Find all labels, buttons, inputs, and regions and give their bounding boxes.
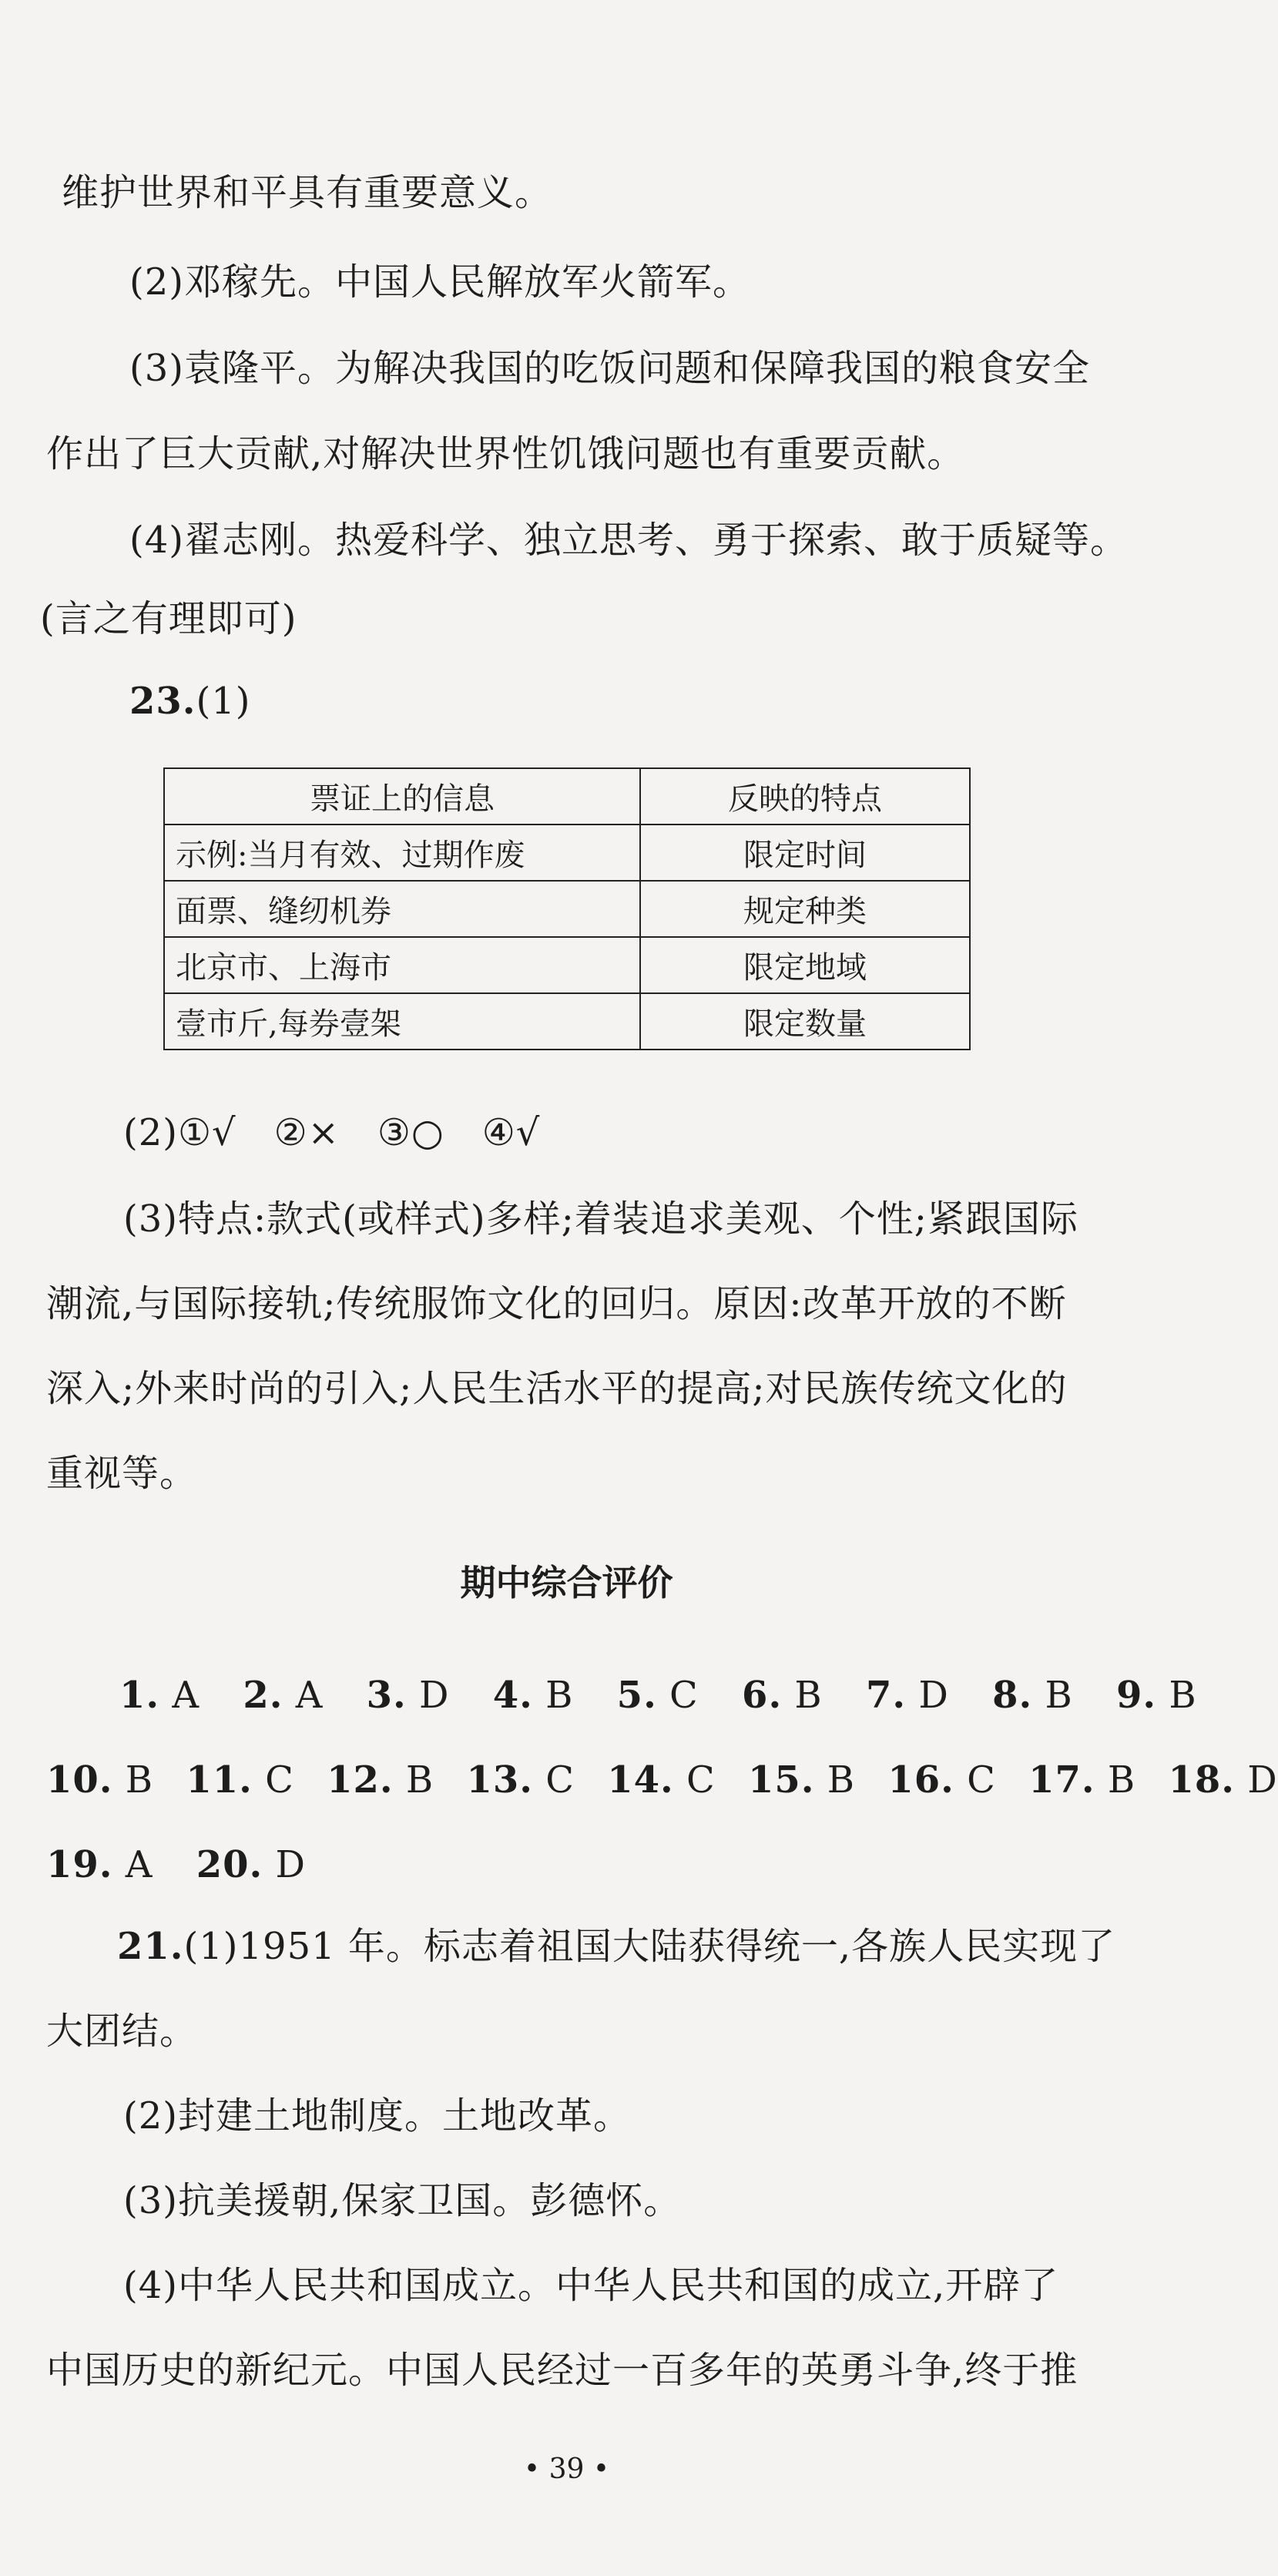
answer-item: 3. D xyxy=(366,1674,450,1717)
answer-item: 6. B xyxy=(742,1674,823,1717)
question-21-line xyxy=(117,1923,1115,1970)
table-header: 票证上的信息 xyxy=(164,768,640,825)
table-cell: 限定数量 xyxy=(640,993,970,1050)
answer-item: 18. D xyxy=(1168,1758,1278,1802)
answer-item: 7. D xyxy=(865,1674,949,1717)
text-line: (3)特点:款式(或样式)多样;着装追求美观、个性;紧跟国际 xyxy=(123,1197,1078,1241)
table-cell: 壹市斤,每券壹架 xyxy=(164,993,640,1050)
answer-item: 1. A xyxy=(119,1674,200,1717)
text-line: (3)抗美援朝,保家卫国。彭德怀。 xyxy=(123,2179,682,2222)
answer-item: 4. B xyxy=(492,1674,574,1717)
text-line: 深入;外来时尚的引入;人民生活水平的提高;对民族传统文化的 xyxy=(46,1367,1068,1410)
answer-item: 9. B xyxy=(1116,1674,1197,1717)
question-part: (1) xyxy=(196,680,251,723)
text-line: (4)中华人民共和国成立。中华人民共和国的成立,开辟了 xyxy=(123,2264,1059,2307)
answer-row xyxy=(46,1757,1278,1803)
table-cell: 规定种类 xyxy=(640,881,970,937)
text-line: 维护世界和平具有重要意义。 xyxy=(62,171,553,214)
table-cell: 限定地域 xyxy=(640,937,970,993)
text-line: 潮流,与国际接轨;传统服饰文化的回归。原因:改革开放的不断 xyxy=(46,1282,1067,1325)
table-header: 反映的特点 xyxy=(640,768,970,825)
page-number: • 39 • xyxy=(523,2453,610,2485)
answer-item: 2. A xyxy=(243,1674,324,1717)
text-line: 作出了巨大贡献,对解决世界性饥饿问题也有重要贡献。 xyxy=(46,432,965,475)
answer-item: 5. C xyxy=(616,1674,699,1717)
answer-item: 10. B xyxy=(46,1758,154,1802)
text-line: (4)翟志刚。热爱科学、独立思考、勇于探索、敢于质疑等。 xyxy=(129,519,1128,562)
text-line: 中国历史的新纪元。中国人民经过一百多年的英勇斗争,终于推 xyxy=(46,2349,1078,2392)
text-line: 重视等。 xyxy=(46,1452,198,1495)
section-title: 期中综合评价 xyxy=(460,1562,673,1604)
text-line: (言之有理即可) xyxy=(40,597,297,640)
answer-item: 16. C xyxy=(887,1758,996,1802)
table-cell: 面票、缝纫机券 xyxy=(164,881,640,937)
answer-item: 14. C xyxy=(607,1758,716,1802)
answer-item: 11. C xyxy=(186,1758,294,1802)
table-cell: 北京市、上海市 xyxy=(164,937,640,993)
text-line: (2)邓稼先。中国人民解放军火箭军。 xyxy=(129,260,750,304)
table-row xyxy=(164,881,970,937)
question-23-heading xyxy=(129,678,251,724)
answer-item: 8. B xyxy=(992,1674,1073,1717)
table-row xyxy=(164,937,970,993)
answer-row xyxy=(119,1672,1197,1718)
answer-item: 12. B xyxy=(327,1758,434,1802)
text-line: (2)①√ ②× ③○ ④√ xyxy=(123,1111,541,1154)
answer-item: 13. C xyxy=(466,1758,575,1802)
question-number: 23. xyxy=(129,680,196,723)
table-cell: 示例:当月有效、过期作废 xyxy=(164,825,640,881)
answer-row xyxy=(46,1842,306,1888)
ticket-info-table xyxy=(163,767,971,1050)
answer-item: 19. A xyxy=(46,1843,153,1886)
table-header-row xyxy=(164,768,970,825)
question-number: 21. xyxy=(117,1925,184,1968)
table-cell: 限定时间 xyxy=(640,825,970,881)
question-text: (1)1951 年。标志着祖国大陆获得统一,各族人民实现了 xyxy=(183,1925,1116,1968)
text-line: (2)封建土地制度。土地改革。 xyxy=(123,2094,631,2138)
answer-item: 20. D xyxy=(196,1843,306,1886)
table-row xyxy=(164,825,970,881)
answer-item: 17. B xyxy=(1028,1758,1136,1802)
table-row xyxy=(164,993,970,1050)
text-line: 大团结。 xyxy=(46,2010,198,2053)
answer-item: 15. B xyxy=(748,1758,856,1802)
text-line: (3)袁隆平。为解决我国的吃饭问题和保障我国的粮食安全 xyxy=(129,347,1090,390)
